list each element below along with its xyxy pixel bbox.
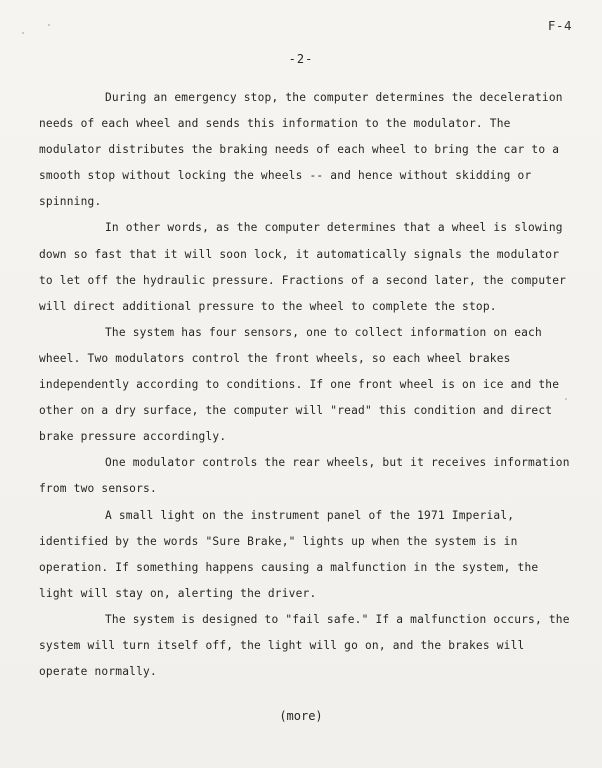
body-text [39,85,579,685]
continuation-note: (more) [279,709,323,723]
paragraph-rear-modulator: One modulator controls the rear wheels, but it receives information from two sensors. [39,456,570,496]
page-code: F-4 [547,18,572,33]
paragraph-emergency-stop: During an emergency stop, the computer determines the deceleration needs of each wheel and sends this information to the modulator. The modulator distributes the braking needs of each wheel to bring the car to a smooth stop without locking the wheels -- and hence without skidding or spinning. [39,91,563,209]
paper-speck [48,24,50,26]
paper-speck [22,32,24,34]
page-number: -2- [288,52,314,66]
paragraph-four-sensors: The system has four sensors, one to collect information on each wheel. Two modulators control the front wheels, so each wheel brakes independently according to conditions. If one front wheel is on ice and the other on a dry surface, the computer will "read" this condition and direct brake pressure accordingly. [39,325,560,444]
paragraph-in-other-words: In other words, as the computer determines that a wheel is slowing down so fast that it will soon lock, it automatically signals the modulator to let off the hydraulic pressure. Fractions of a second later, the computer will direct additional pressure to the wheel to complete the stop. [39,221,567,313]
paragraph-fail-safe: The system is designed to "fail safe." If a malfunction occurs, the system will turn itself off, the light will go on, and the brakes will operate normally. [39,612,570,679]
paragraph-sure-brake-light: A small light on the instrument panel of the 1971 Imperial, identified by the words "Sure Brake," lights up when the system is in operation. If something happens causing a malfunction in the system, the light will stay on, alerting the driver. [39,508,539,600]
